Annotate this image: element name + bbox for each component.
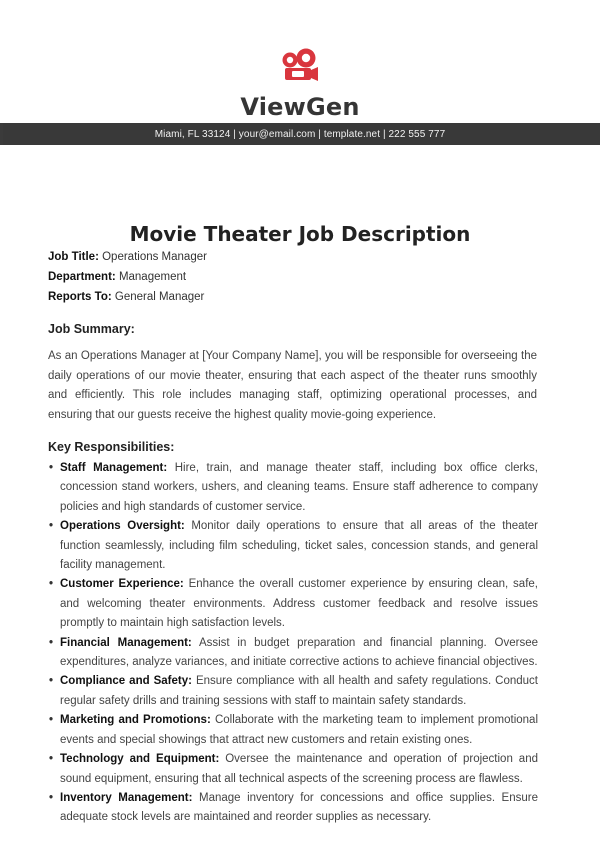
item-title: Financial Management: [60, 636, 192, 649]
meta-value: General Manager [114, 291, 205, 303]
meta-job-title [48, 251, 207, 263]
brand-logo [0, 48, 600, 84]
list-item: • Inventory Management: Manage inventory for concessions and office supplies. Ensure adequate stock levels are maintained and reorder supplies as necessary. [49, 791, 538, 824]
key-responsibilities-heading: Key Responsibilities: [48, 440, 175, 454]
item-title: Inventory Management: [60, 791, 193, 804]
meta-department [48, 271, 186, 283]
job-summary-heading: Job Summary: [48, 322, 135, 336]
item-text: Oversee the maintenance and operation of projection and sound equipment, ensuring that all technical aspects of the screening process are flawless. [60, 753, 538, 785]
list-item: • Compliance and Safety: Ensure compliance with all health and safety regulations. Conduct regular safety drills and training sessions with staff to maintain safety standards. [49, 675, 538, 707]
list-item: • Technology and Equipment: Oversee the maintenance and operation of projection and sound equipment, ensuring that all technical aspects of the screening process are flawless. [49, 753, 538, 785]
film-camera-icon [280, 48, 320, 84]
item-text: Enhance the overall customer experience by ensuring clean, safe, and welcoming theater environments. Address customer feedback and resolve issues promptly to maintain high satisfaction levels. [60, 578, 538, 630]
meta-label: Reports To: [48, 291, 112, 303]
item-text: Monitor daily operations to ensure that all areas of the theater function seamlessly, including film scheduling, ticket sales, concession stands, and general facility management. [60, 520, 538, 572]
meta-label: Job Title: [48, 251, 99, 263]
list-item: • Operations Oversight: Monitor daily operations to ensure that all areas of the theater function seamlessly, including film scheduling, ticket sales, concession stands, and general facility management. [49, 520, 538, 572]
item-text: Collaborate with the marketing team to implement promotional events and special showings that attract new customers and retain existing ones. [60, 714, 539, 746]
responsibilities-list [48, 459, 538, 828]
item-text: Ensure compliance with all health and safety regulations. Conduct regular safety drills and training sessions with staff to maintain safety standards. [60, 675, 538, 707]
item-title: Technology and Equipment: [60, 753, 220, 766]
item-title: Customer Experience: [60, 578, 184, 591]
meta-label: Department: [48, 271, 116, 283]
item-text: Manage inventory for concessions and office supplies. Ensure adequate stock levels are maintained and reorder supplies as necessary. [60, 791, 538, 824]
item-text: Hire, train, and manage theater staff, including box office clerks, concession stand workers, ushers, and cleaning teams. Ensure staff adherence to company policies and high standards of customer service. [60, 462, 538, 513]
meta-reports-to [48, 291, 204, 303]
list-item: • Customer Experience: Enhance the overall customer experience by ensuring clean, safe, and welcoming theater environments. Address customer feedback and resolve issues promptly to maintain high satisfaction levels. [49, 578, 538, 630]
meta-value: Operations Manager [102, 251, 207, 263]
list-item: • Marketing and Promotions: Collaborate with the marketing team to implement promotional events and special showings that attract new customers and retain existing ones. [49, 714, 539, 746]
meta-value: Management [118, 271, 187, 283]
contact-info: Miami, FL 33124 | your@email.com | template.net | 222 555 777 [154, 128, 446, 140]
item-title: Compliance and Safety: [60, 675, 192, 688]
job-summary-text: As an Operations Manager at [Your Company Name], you will be responsible for overseeing the daily operations of our movie theater, ensuring that each aspect of the theater runs smoothly and efficiently. This role includes managing staff, optimizing operational processes, and ensuring that our guests receive the highest quality movie-going experience. [48, 350, 537, 421]
item-text: Assist in budget preparation and financial planning. Oversee expenditures, analyze variances, and initiate corrective actions to achieve financial objectives. [60, 636, 538, 669]
brand-name: ViewGen [240, 93, 360, 121]
page-title: Movie Theater Job Description [129, 222, 471, 246]
list-item: • Financial Management: Assist in budget preparation and financial planning. Oversee expenditures, analyze variances, and initiate corrective actions to achieve financial objectives. [49, 636, 538, 669]
item-title: Operations Oversight: [60, 520, 185, 533]
list-item: • Staff Management: Hire, train, and manage theater staff, including box office clerks, concession stand workers, ushers, and cleaning teams. Ensure staff adherence to company policies and high standards of customer service. [49, 462, 538, 513]
item-title: Staff Management: [60, 462, 168, 474]
contact-bar [0, 123, 600, 145]
item-title: Marketing and Promotions: [60, 714, 211, 727]
